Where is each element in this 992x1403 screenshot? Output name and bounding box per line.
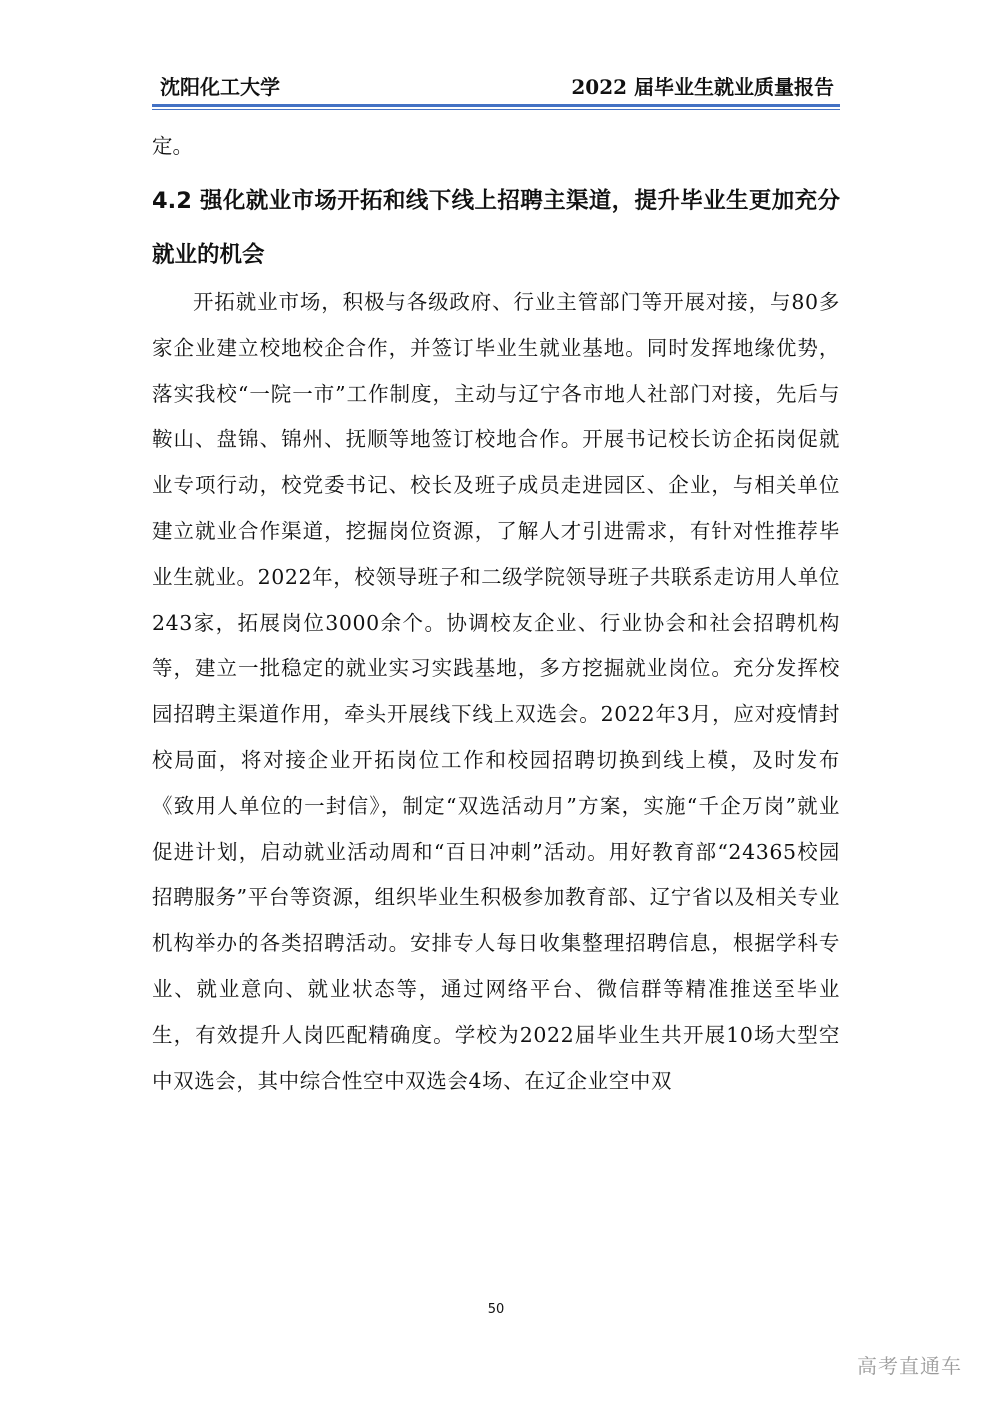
body-paragraph: 开拓就业市场，积极与各级政府、行业主管部门等开展对接，与80多家企业建立校地校企合作，并签订毕业生就业基地。同时发挥地缘优势，落实我校“一院一市”工作制度，主动与辽宁各市地人社部门对接，先后与鞍山、盘锦、锦州、抚顺等地签订校地合作。开展书记校长访企拓岗促就业专项行动，校党委书记、校长及班子成员走进园区、企业，与相关单位建立就业合作渠道，挖掘岗位资源，了解人才引进需求，有针对性推荐毕业生就业。2022年，校领导班子和二级学院领导班子共联系走访用人单位243家，拓展岗位3000余个。协调校友企业、行业协会和社会招聘机构等，建立一批稳定的就业实习实践基地，多方挖掘就业岗位。充分发挥校园招聘主渠道作用，牵头开展线下线上双选会。2022年3月，应对疫情封校局面，将对接企业开拓岗位工作和校园招聘切换到线上模，及时发布《致用人单位的一封信》，制定“双选活动月”方案，实施“千企万岗”就业促进计划，启动就业活动周和“百日冲刺”活动。用好教育部“24365校园招聘服务”平台等资源，组织毕业生积极参加教育部、辽宁省以及相关专业机构举办的各类招聘活动。安排专人每日收集整理招聘信息，根据学科专业、就业意向、就业状态等，通过网络平台、微信群等精准推送至毕业生，有效提升人岗匹配精确度。学校为2022届毕业生共开展10场大型空中双选会，其中综合性空中双选会4场、在辽企业空中双 bbox=[152, 290, 840, 1093]
section-heading: 4.2 强化就业市场开拓和线下线上招聘主渠道，提升毕业生更加充分就业的机会 bbox=[152, 188, 840, 268]
header-rule-thick bbox=[152, 104, 840, 107]
page-number: 50 bbox=[487, 1302, 505, 1317]
source-watermark: 高考直通车 bbox=[857, 1354, 962, 1378]
header-rule-thin bbox=[152, 109, 840, 110]
page-body bbox=[152, 120, 840, 1246]
page-header bbox=[152, 70, 838, 104]
carryover-text: 定。 bbox=[152, 134, 193, 158]
header-report-title: 2022 届毕业生就业质量报告 bbox=[571, 75, 834, 99]
header-institution: 沈阳化工大学 bbox=[160, 75, 280, 99]
